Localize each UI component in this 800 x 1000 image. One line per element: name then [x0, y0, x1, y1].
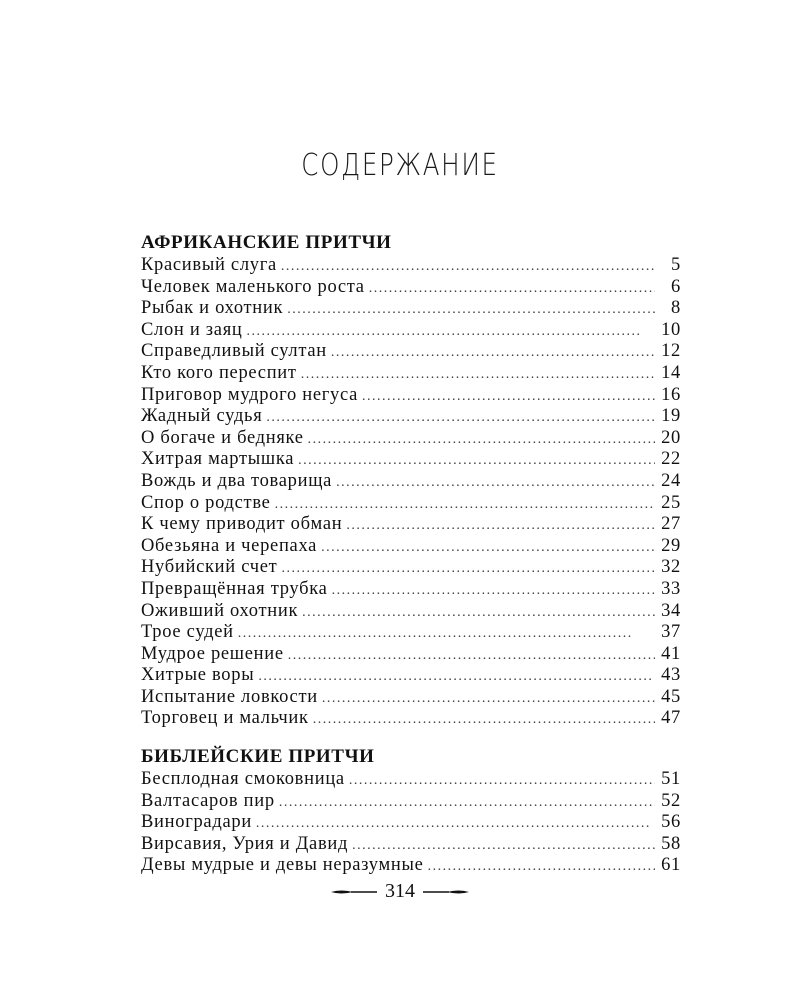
toc-entry-title: Вирсавия, Урия и Давид — [141, 833, 349, 854]
toc-entry — [141, 536, 681, 558]
toc-entry-page: 6 — [671, 276, 681, 297]
toc-entry-page: 45 — [661, 686, 681, 707]
toc-entry — [141, 277, 681, 299]
toc-entry-title: Нубийский счет — [141, 557, 278, 578]
toc-entry-page: 33 — [661, 578, 681, 599]
ornament-left-icon — [331, 888, 377, 896]
toc-entry-title: Жадный судья — [141, 406, 263, 427]
toc-entry-title: Кто кого переспит — [141, 362, 297, 383]
dot-leader — [336, 472, 655, 494]
toc-entry-page: 24 — [661, 470, 681, 491]
toc-entry — [141, 449, 681, 471]
dot-leader — [266, 407, 655, 429]
toc-entry-page: 37 — [661, 622, 681, 643]
toc-entry-title: Вождь и два товарища — [141, 470, 333, 491]
dot-leader — [369, 278, 655, 300]
dot-leader — [322, 688, 655, 710]
toc-entry-page: 16 — [661, 384, 681, 405]
toc-entry-title: Девы мудрые и девы неразумные — [141, 855, 424, 876]
toc-entry — [141, 385, 681, 407]
dot-leader — [258, 666, 655, 688]
toc-entries — [141, 255, 681, 730]
toc-entry-page: 8 — [671, 298, 681, 319]
toc-entry — [141, 665, 681, 687]
toc-entry — [141, 298, 681, 320]
toc-entry — [141, 579, 681, 601]
toc-entry — [141, 791, 681, 813]
toc-entry-page: 14 — [661, 362, 681, 383]
toc-entry-title: Человек маленького роста — [141, 276, 365, 297]
toc-entry — [141, 493, 681, 515]
dot-leader — [279, 792, 655, 814]
toc-entry — [141, 363, 681, 385]
toc-entry-title: Превращённая трубка — [141, 578, 328, 599]
toc-entry-title: Красивый слуга — [141, 255, 277, 275]
toc-entry-title: Слон и заяц — [141, 319, 243, 340]
page-number: 314 — [385, 880, 415, 902]
toc-entry-page: 58 — [661, 833, 681, 854]
toc-entry — [141, 514, 681, 536]
dot-leader — [308, 429, 655, 451]
toc-entry — [141, 644, 681, 666]
toc-entry-page: 19 — [661, 406, 681, 427]
dot-leader — [302, 602, 655, 624]
dot-leader — [275, 494, 655, 516]
toc-entry-title: Справедливый султан — [141, 341, 327, 362]
toc-entry-page: 51 — [661, 769, 681, 789]
dot-leader — [349, 770, 655, 792]
toc-entry-title: Бесплодная смоковница — [141, 769, 345, 789]
toc-entry-page: 47 — [661, 708, 681, 729]
toc-entry-title: О богаче и бедняке — [141, 427, 304, 448]
dot-leader — [332, 580, 655, 602]
toc-entries — [141, 769, 681, 877]
dot-leader — [321, 537, 655, 559]
toc-entry-page: 56 — [661, 812, 681, 833]
toc-entry — [141, 687, 681, 709]
toc-entry-page: 34 — [661, 600, 681, 621]
toc-entry-page: 52 — [661, 790, 681, 811]
toc-entry — [141, 255, 681, 277]
toc-entry — [141, 834, 681, 856]
dot-leader — [346, 515, 655, 537]
toc-entry-page: 20 — [661, 427, 681, 448]
toc-entry-title: Спор о родстве — [141, 492, 271, 513]
toc-entry — [141, 428, 681, 450]
toc-entry-page: 43 — [661, 665, 681, 686]
page-title: СОДЕРЖАНИЕ — [301, 148, 499, 183]
toc-entry — [141, 769, 681, 791]
toc-entry-title: Хитрые воры — [141, 665, 255, 686]
section-heading: БИБЛЕЙСКИЕ ПРИТЧИ — [141, 746, 375, 767]
toc-entry-page: 10 — [661, 319, 681, 340]
toc-entry-title: К чему приводит обман — [141, 514, 343, 535]
toc-entry — [141, 320, 681, 342]
toc-entry-page: 25 — [661, 492, 681, 513]
toc-entry-page: 12 — [661, 341, 681, 362]
toc-entry-page: 32 — [661, 557, 681, 578]
toc-entry-title: Рыбак и охотник — [141, 298, 284, 319]
toc-entry-title: Приговор мудрого негуса — [141, 384, 359, 405]
toc-entry-title: Валтасаров пир — [141, 790, 275, 811]
toc-entry-title: Хитрая мартышка — [141, 449, 295, 470]
toc-entry-title: Торговец и мальчик — [141, 708, 309, 729]
toc-entry-page: 29 — [661, 535, 681, 556]
dot-leader — [362, 386, 655, 408]
dot-leader — [281, 558, 655, 580]
section-heading: АФРИКАНСКИЕ ПРИТЧИ — [141, 232, 392, 253]
toc-entry — [141, 812, 681, 834]
dot-leader — [288, 645, 655, 667]
toc-entry-page: 27 — [661, 514, 681, 535]
toc-entry-title: Испытание ловкости — [141, 686, 318, 707]
dot-leader — [352, 835, 655, 857]
ornament-right-icon — [423, 888, 469, 896]
toc-entry-page: 5 — [671, 255, 681, 275]
dot-leader — [281, 256, 655, 278]
toc-section-biblical — [141, 744, 681, 877]
toc-entry — [141, 708, 681, 730]
dot-leader — [247, 321, 655, 343]
dot-leader — [331, 342, 655, 364]
toc-entry-page: 41 — [661, 643, 681, 664]
toc-entry-title: Обезьяна и черепаха — [141, 535, 318, 556]
toc-entry — [141, 406, 681, 428]
dot-leader — [298, 450, 655, 472]
toc-entry — [141, 471, 681, 493]
toc-entry — [141, 622, 681, 644]
dot-leader — [287, 299, 655, 321]
toc-entry — [141, 557, 681, 579]
toc-entry-title: Виноградари — [141, 812, 252, 833]
toc-entry-title: Трое судей — [141, 622, 234, 643]
toc-entry — [141, 855, 681, 877]
dot-leader — [238, 623, 655, 645]
page-footer — [0, 880, 800, 903]
toc-entry — [141, 601, 681, 623]
toc-entry-title: Оживший охотник — [141, 600, 299, 621]
toc-entry-title: Мудрое решение — [141, 643, 284, 664]
toc-entry — [141, 341, 681, 363]
dot-leader — [428, 856, 655, 878]
dot-leader — [313, 709, 655, 731]
dot-leader — [256, 813, 655, 835]
toc-entry-page: 61 — [661, 855, 681, 876]
toc-entry-page: 22 — [661, 449, 681, 470]
toc-section-african — [141, 230, 681, 730]
dot-leader — [301, 364, 655, 386]
